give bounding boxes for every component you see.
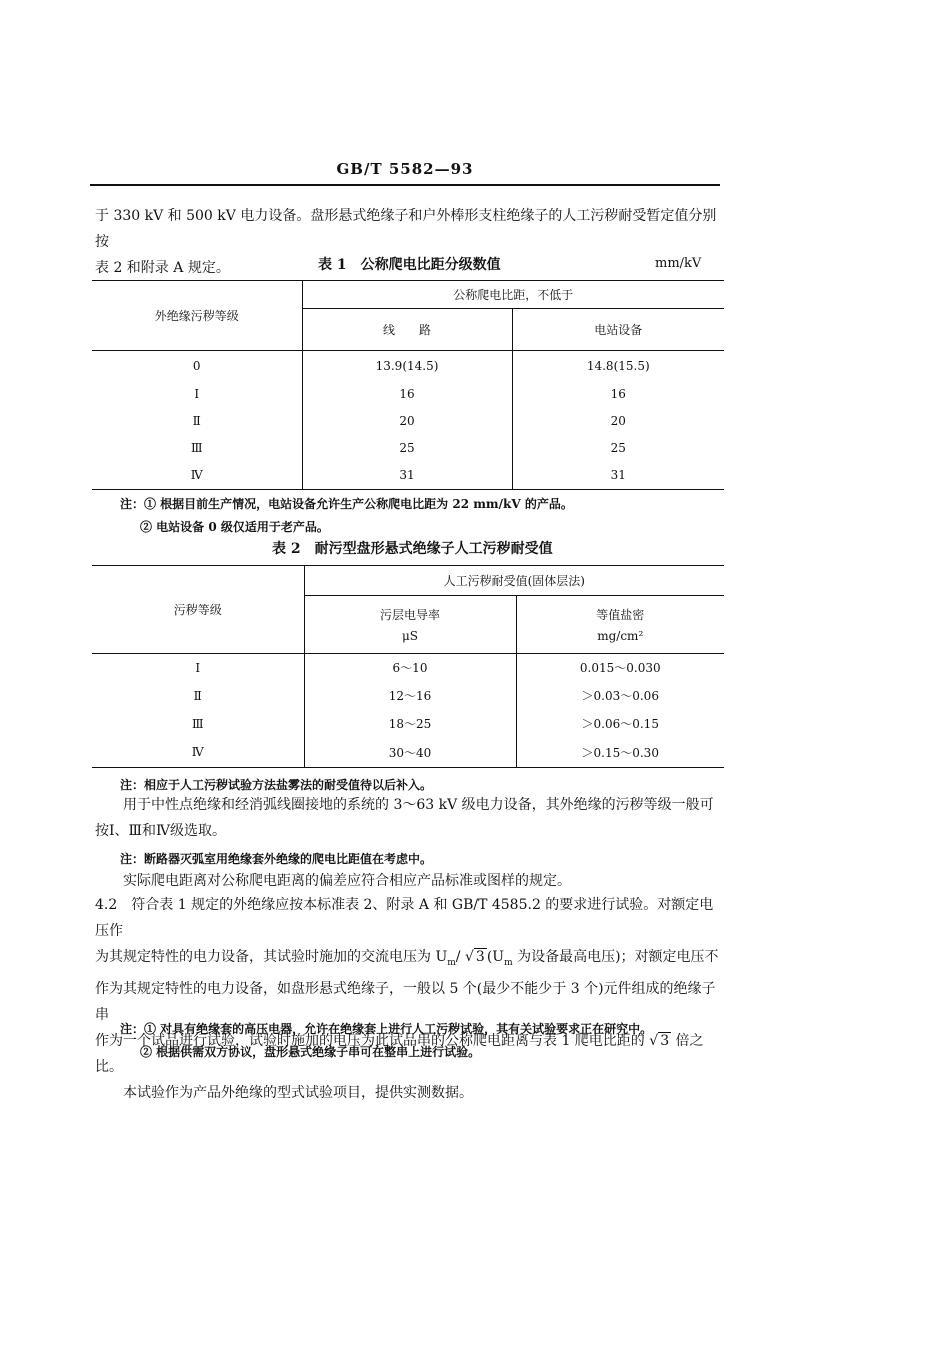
neutral-line-1: 用于中性点绝缘和经消弧线圈接地的系统的 3～63 kV 级电力设备，其外绝缘的污秽等级一般可	[123, 797, 714, 813]
table2-col-conductivity-unit: μS	[401, 629, 419, 643]
line2-part-c: (U	[486, 949, 505, 965]
tolerance-paragraph: 实际爬电距离对公称爬电距离的偏差应符合相应产品标准或图样的规定。	[123, 873, 571, 889]
table1-col-line: 线 路	[302, 309, 512, 351]
table2-conductivity-value: 18～25	[304, 710, 516, 738]
table2-grade: Ⅱ	[193, 688, 202, 703]
table2-group-header: 人工污秽耐受值(固体层法)	[304, 566, 724, 596]
line2-part-a: 为其规定特性的电力设备，其试验时施加的交流电压为 U	[95, 949, 448, 965]
section-4-2-line-1: 4.2 符合表 1 规定的外绝缘应按本标准表 2、附录 A 和 GB/T 4585.2 的要求进行试验。对额定电压作	[95, 897, 714, 939]
table2-salt-value: ＞0.03～0.06	[516, 682, 724, 710]
table2-col-conductivity	[304, 596, 516, 654]
table2-salt-value: 0.015～0.030	[516, 654, 724, 682]
table2-grade: Ⅲ	[191, 716, 204, 731]
table1-line-value: 31	[302, 462, 512, 490]
neutral-paragraph	[95, 792, 725, 844]
table2	[92, 565, 724, 768]
table2-conductivity-value: 30～40	[304, 738, 516, 768]
table1-grade: Ⅲ	[190, 441, 203, 455]
table-row	[92, 462, 724, 490]
table2-grade: Ⅰ	[195, 660, 201, 675]
section-4-2-line-3: 作为其规定特性的电力设备，如盘形悬式绝缘子，一般以 5 个(最少不能少于 3 个)元件组成的绝缘子串	[95, 980, 716, 1023]
table2-salt-value: ＞0.06～0.15	[516, 710, 724, 738]
table2-note: 注：相应于人工污秽试验方法盐雾法的耐受值待以后补入。	[120, 778, 433, 792]
table1-col-station: 电站设备	[512, 309, 724, 351]
table1-group-header: 公称爬电比距，不低于	[302, 281, 724, 309]
table1-station-value: 31	[512, 462, 724, 490]
header-rule	[90, 184, 720, 186]
breaker-note: 注：断路器灭弧室用绝缘套外绝缘的爬电比距值在考虑中。	[120, 852, 433, 866]
table2-salt-value: ＞0.15～0.30	[516, 738, 724, 768]
table2-col-salt-label: 等值盐密	[596, 608, 645, 622]
table2-col-salt-unit: mg/cm²	[597, 629, 644, 643]
table1-note-1: 注：① 根据目前生产情况，电站设备允许生产公称爬电比距为 22 mm/kV 的产品。	[120, 497, 573, 511]
neutral-line-2: 按Ⅰ、Ⅲ和Ⅳ级选取。	[95, 823, 227, 839]
table-row	[92, 682, 724, 710]
line4-part-a: 作为一个试品进行试验，试验时施加的电压为此试品串的公称爬电距离与表 1 爬电比距的 √	[95, 1032, 659, 1049]
section-4-2-line-5: 本试验作为产品外绝缘的型式试验项目，提供实测数据。	[123, 1084, 473, 1101]
line4-sqrt-value: 3	[660, 1032, 670, 1049]
line2-subscript: m	[447, 957, 456, 968]
section-4-2-note-2: ② 根据供需双方协议，盘形悬式绝缘子串可在整串上进行试验。	[140, 1045, 481, 1059]
standard-header: GB/T 5582—93	[336, 160, 474, 178]
section-4-2	[95, 892, 725, 1106]
table-row	[92, 408, 724, 435]
section-4-2-line-2	[95, 944, 725, 976]
table1-station-value: 16	[512, 381, 724, 408]
table1-grade: Ⅰ	[194, 387, 200, 401]
table1	[92, 280, 724, 490]
line2-sqrt-value: 3	[475, 949, 485, 965]
line2-part-d: 为设备最高电压)；对额定电压不	[512, 949, 719, 965]
table1-grade: 0	[192, 358, 201, 373]
line2-part-b: / √	[455, 949, 474, 965]
table2-caption: 表 2 耐污型盘形悬式绝缘子人工污秽耐受值	[272, 541, 553, 557]
table1-station-value: 14.8(15.5)	[512, 351, 724, 381]
table2-conductivity-value: 12～16	[304, 682, 516, 710]
table1-row-header: 外绝缘污秽等级	[92, 281, 302, 351]
table2-col-conductivity-label: 污层电导率	[379, 608, 440, 622]
table-row	[92, 738, 724, 768]
table1-unit: mm/kV	[655, 256, 702, 271]
table1-line-value: 16	[302, 381, 512, 408]
table-row	[92, 351, 724, 381]
table1-line-value: 13.9(14.5)	[302, 351, 512, 381]
line4-part-b: 倍之比。	[95, 1032, 704, 1075]
section-4-2-note-1: 注：① 对具有绝缘套的高压电器，允许在绝缘套上进行人工污秽试验，其有关试验要求正在研究中。	[120, 1022, 653, 1036]
table-row	[92, 435, 724, 462]
table1-line-value: 20	[302, 408, 512, 435]
table1-line-value: 25	[302, 435, 512, 462]
table2-col-salt	[516, 596, 724, 654]
table-row	[92, 381, 724, 408]
table1-grade: Ⅳ	[92, 462, 302, 490]
intro-line-2: 表 2 和附录 A 规定。	[95, 260, 230, 276]
table2-grade: Ⅳ	[92, 738, 304, 768]
table2-row-header: 污秽等级	[92, 566, 304, 654]
intro-line-1: 于 330 kV 和 500 kV 电力设备。盘形悬式绝缘子和户外棒形支柱绝缘子的人工污秽耐受暂定值分别按	[95, 208, 717, 250]
table1-station-value: 20	[512, 408, 724, 435]
table1-station-value: 25	[512, 435, 724, 462]
table2-conductivity-value: 6～10	[304, 654, 516, 682]
table1-caption: 表 1 公称爬电比距分级数值	[318, 257, 501, 273]
table1-note-2: ② 电站设备 0 级仅适用于老产品。	[140, 520, 329, 534]
table-row	[92, 654, 724, 682]
table1-grade: Ⅱ	[192, 414, 201, 428]
table-row	[92, 710, 724, 738]
line2-subscript-2: m	[504, 957, 513, 968]
